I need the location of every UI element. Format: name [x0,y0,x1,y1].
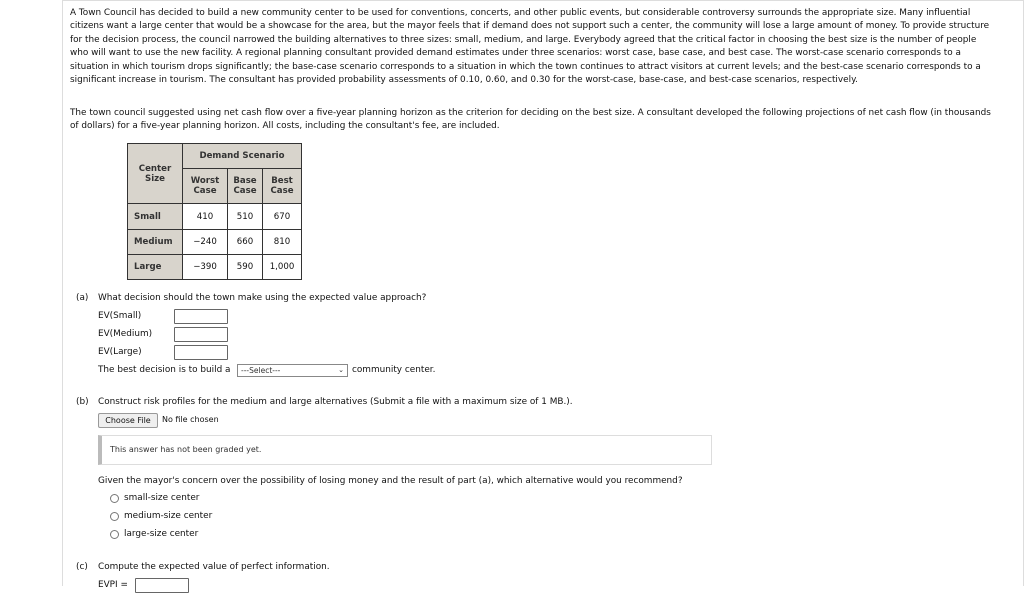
ev-large-label: EV(Large) [98,347,142,357]
col-header: Base Case [228,169,263,204]
cell: 510 [228,204,263,230]
part-c-question: Compute the expected value of perfect information. [98,562,330,572]
table-row [128,204,302,230]
col-header: Best Case [263,169,302,204]
choose-file-button[interactable]: Choose File [98,413,158,428]
cell: 670 [263,204,302,230]
ev-small-input[interactable] [174,309,228,324]
evpi-input[interactable] [135,578,189,593]
cell: 590 [228,255,263,280]
ev-small-label: EV(Small) [98,311,142,321]
corner-header: Center Size [128,144,183,204]
decision-prefix: The best decision is to build a [98,365,231,375]
cell: 810 [263,230,302,255]
chevron-down-icon: ⌄ [338,366,344,374]
row-label: Large [128,255,183,280]
part-a-question: What decision should the town make using the expected value approach? [98,293,427,303]
decision-suffix: community center. [352,365,436,375]
group-header: Demand Scenario [183,144,302,169]
table-row [128,230,302,255]
part-a-marker: (a) [76,293,89,303]
part-c-marker: (c) [76,562,88,572]
intro-paragraph-1: A Town Council has decided to build a new community center to be used for conventions, concerts, and other public events, but considerable controversy surrounds the appropriate size. Many influential citizens want a large center that would be a showcase for the area, but the mayor feels that if demand does not support such a center, the community will lose a large amount of money. To provide structure for the decision process, the council narrowed the building alternatives to three sizes: small, medium, and large. Everybody agreed that the critical factor in choosing the best size is the number of people who will want to use the new facility. A regional planning consultant provided demand estimates under three scenarios: worst case, base case, and best case. The worst-case scenario corresponds to a situation in which tourism drops significantly; the base-case scenario corresponds to a situation in which the town continues to attract visitors at current levels; and the best-case scenario corresponds to a significant increase in tourism. The consultant has provided probability assessments of 0.10, 0.60, and 0.30 for the worst-case, base-case, and best-case scenarios, respectively. [70,8,990,86]
radio-large[interactable] [110,530,119,539]
intro-paragraph-2: The town council suggested using net cash flow over a five-year planning horizon as the criterion for deciding on the best size. A consultant developed the following projections of net cash flow (in thousands of dollars) for a five-year planning horizon. All costs, including the consultant's fee, are included. [70,108,991,132]
radio-medium-label[interactable]: medium-size center [124,511,213,521]
col-header: Worst Case [183,169,228,204]
decision-select-value: ---Select--- [241,366,281,375]
part-b-marker: (b) [76,397,89,407]
ev-medium-input[interactable] [174,327,228,342]
ev-large-input[interactable] [174,345,228,360]
row-label: Medium [128,230,183,255]
radio-small-label[interactable]: small-size center [124,493,200,503]
radio-large-label[interactable]: large-size center [124,529,199,539]
evpi-label: EVPI = [98,580,128,590]
ev-medium-label: EV(Medium) [98,329,153,339]
table-row [128,255,302,280]
radio-small[interactable] [110,494,119,503]
decision-select[interactable] [237,364,348,377]
part-b-followup: Given the mayor's concern over the possibility of losing money and the result of part (a), which alternative would you recommend? [98,476,683,486]
cell: 660 [228,230,263,255]
grading-note: This answer has not been graded yet. [98,435,712,465]
no-file-text: No file chosen [162,415,219,424]
cell: 1,000 [263,255,302,280]
cell: 410 [183,204,228,230]
cell: −240 [183,230,228,255]
cell: −390 [183,255,228,280]
cash-flow-table [127,143,302,280]
radio-medium[interactable] [110,512,119,521]
part-b-question: Construct risk profiles for the medium and large alternatives (Submit a file with a maximum size of 1 MB.). [98,397,573,407]
row-label: Small [128,204,183,230]
